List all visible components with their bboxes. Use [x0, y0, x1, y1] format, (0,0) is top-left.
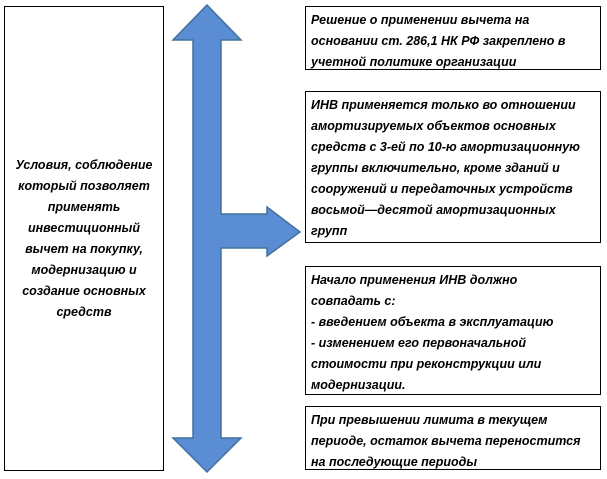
condition-line: групп [311, 224, 348, 238]
conditions-line: применять [47, 199, 121, 214]
condition-line: восьмой—десятой амортизационных [311, 203, 556, 217]
condition-line: - изменением его первоначальной [311, 336, 526, 350]
conditions-line: Условия, соблюдение [15, 157, 153, 172]
condition-box-accounting-policy [305, 6, 601, 70]
conditions-line: средств [56, 304, 112, 319]
condition-line: амортизируемых объектов основных [311, 119, 556, 133]
condition-line: ИНВ применяется только во отношении [311, 98, 576, 112]
condition-line: учетной политике организации [311, 55, 517, 69]
condition-box-start-date [305, 266, 601, 395]
vertical-double-arrow [173, 5, 300, 472]
condition-line: совпадать с: [311, 294, 396, 308]
condition-box-limit-carryover [305, 406, 601, 470]
condition-line: При превышении лимита в текущем [311, 413, 548, 427]
conditions-line: который позволяет [18, 178, 150, 193]
condition-line: сооружений и передаточных устройств [311, 182, 573, 196]
conditions-line: модернизацию и [31, 262, 137, 277]
condition-line: периоде, остаток вычета переностится [311, 434, 581, 448]
condition-box-depreciation-groups [305, 91, 601, 243]
condition-line: Решение о применении вычета на [311, 13, 530, 27]
condition-line: - введением объекта в эксплуатацию [311, 315, 554, 329]
conditions-line: создание основных [22, 283, 146, 298]
condition-line: Начало применения ИНВ должно [311, 273, 518, 287]
conditions-line: вычет на покупку, [25, 241, 143, 256]
condition-line: модернизации. [311, 378, 406, 392]
conditions-line: инвестиционный [28, 220, 140, 235]
condition-line: стоимости при реконструкции или [311, 357, 542, 371]
condition-line: на последующие периоды [311, 455, 478, 469]
condition-line: группы включительно, кроме зданий и [311, 161, 560, 175]
condition-line: основании ст. 286,1 НК РФ закреплено в [311, 34, 566, 48]
condition-line: средств с 3-ей по 10-ю амортизационную [311, 140, 580, 154]
